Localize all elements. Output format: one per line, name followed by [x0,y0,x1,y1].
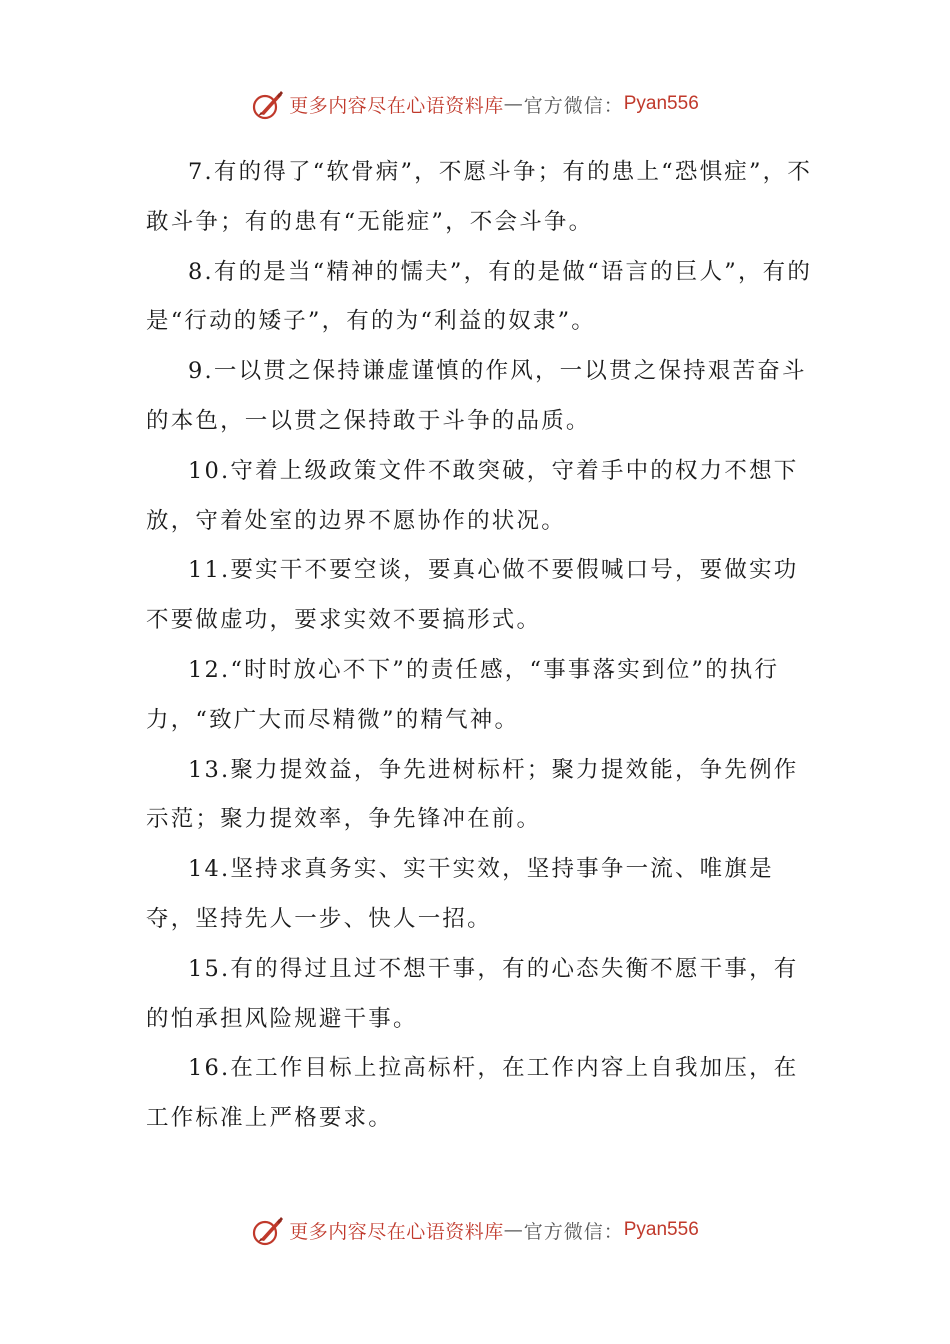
paragraph-10: 10.守着上级政策文件不敢突破，守着手中的权力不想下放，守着处室的边界不愿协作的状况。 [146,457,799,534]
paragraph-16: 16.在工作目标上拉高标杆，在工作内容上自我加压，在工作标准上严格要求。 [146,1055,799,1132]
quill-pen-icon [251,87,285,121]
footer-banner [0,1210,950,1250]
footer-contact-label: 官方微信： [523,1220,624,1243]
header-contact-id: Pyan556 [623,93,699,114]
header-brand-text: 更多内容尽在心语资料库 [289,94,504,117]
paragraph-11: 11.要实干不要空谈，要真心做不要假喊口号，要做实功不要做虚功，要求实效不要搞形式。 [146,557,799,634]
paragraph-15: 15.有的得过且过不想干事，有的心态失衡不愿干事，有的怕承担风险规避干事。 [146,955,799,1032]
footer-separator: — [503,1219,524,1241]
header-separator: — [503,93,524,115]
paragraph-7: 7.有的得了“软骨病”，不愿斗争；有的患上“恐惧症”，不敢斗争；有的患有“无能症”，不会斗争。 [146,159,813,235]
paragraph-8: 8.有的是当“精神的懦夫”，有的是做“语言的巨人”，有的是“行动的矮子”，有的为“利益的奴隶”。 [146,258,813,335]
paragraph-14: 14.坚持求真务实、实干实效，坚持事争一流、唯旗是夺，坚持先人一步、快人一招。 [146,856,774,932]
quill-pen-icon [251,1213,285,1247]
header-banner [0,84,950,124]
footer-brand-text: 更多内容尽在心语资料库 [289,1220,504,1243]
paragraph-13: 13.聚力提效益，争先进树标杆；聚力提效能，争先例作示范；聚力提效率，争先锋冲在前。 [146,756,799,833]
document-body [146,148,822,1144]
paragraph-12: 12.“时时放心不下”的责任感，“事事落实到位”的执行力，“致广大而尽精微”的精气神。 [146,656,780,733]
header-contact-label: 官方微信： [523,94,624,117]
footer-contact-id: Pyan556 [623,1219,699,1240]
paragraph-9: 9.一以贯之保持谦虚谨慎的作风，一以贯之保持艰苦奋斗的本色，一以贯之保持敢于斗争的品质。 [146,358,807,434]
